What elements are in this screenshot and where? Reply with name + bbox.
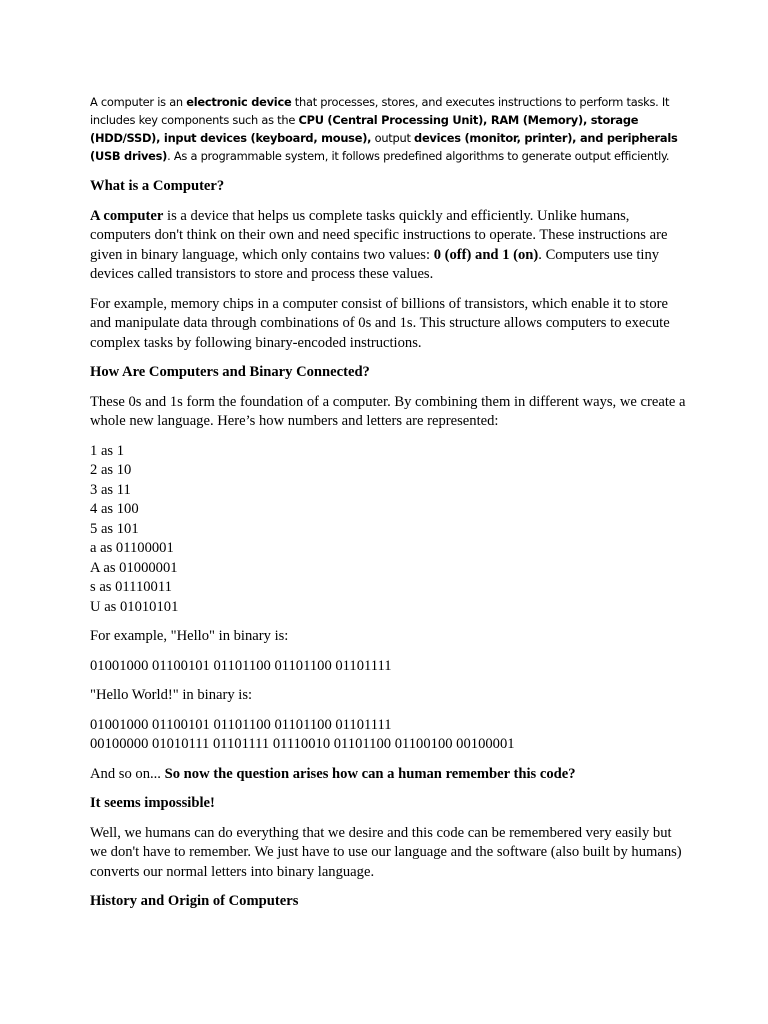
impossible-line	[90, 794, 690, 814]
list-item: A as 01000001	[90, 559, 178, 576]
intro-text-2: that processes, stores, and executes instructions to perform tasks. It includes key components such as the	[90, 95, 670, 127]
hello-world-binary-line-1: 01001000 01100101 01101100 01101100 01101111	[90, 716, 392, 733]
list-item: 1 as 1	[90, 442, 125, 459]
heading-what-is-computer	[90, 177, 690, 197]
paragraph-what-is-computer	[90, 207, 690, 285]
binary-list	[90, 442, 690, 618]
paragraph-memory-chips: For example, memory chips in a computer consist of billions of transistors, which enable it to store and manipulate data through combinations of 0s and 1s. This structure allows computers to execute complex tasks by following binary-encoded instructions.	[90, 295, 670, 351]
intro-bold-2: CPU (Central Processing Unit), RAM (Memory), storage (HDD/SSD), input devices (keyboard, mouse),	[90, 113, 639, 145]
list-item: U as 01010101	[90, 598, 179, 615]
heading-history-text: History and Origin of Computers	[90, 893, 299, 909]
document-body	[90, 93, 690, 912]
hello-intro: For example, "Hello" in binary is:	[90, 628, 289, 644]
and-so-on-text: And so on...	[90, 765, 165, 782]
what-bold-2: 0 (off) and 1 (on)	[433, 246, 539, 263]
heading-binary-text: How Are Computers and Binary Connected?	[90, 364, 370, 380]
hello-world-intro: "Hello World!" in binary is:	[90, 687, 253, 703]
list-item: s as 01110011	[90, 579, 172, 595]
list-item: a as 01100001	[90, 540, 174, 556]
intro-paragraph	[90, 93, 690, 165]
and-so-on-bold: So now the question arises how can a human remember this code?	[164, 765, 576, 782]
list-item: 3 as 11	[90, 481, 131, 498]
and-so-on-paragraph	[90, 765, 690, 785]
heading-what-text: What is a Computer?	[90, 178, 225, 194]
list-item: 5 as 101	[90, 520, 139, 537]
what-text-2: . Computers use tiny devices called transistors to store and process these values.	[90, 246, 660, 282]
what-text-1: is a device that helps us complete tasks quickly and efficiently. Unlike humans, computers don't think on their own and need specific instructions to operate. These instructions are given in binary language, which only contains two values:	[90, 207, 668, 263]
intro-text-1: A computer is an	[90, 95, 187, 109]
hello-world-binary-line-2: 00100000 01010111 01101111 01110010 01101100 01100100 00100001	[90, 736, 515, 752]
hello-world-binary	[90, 716, 690, 755]
paragraph-well-humans: Well, we humans can do everything that we desire and this code can be remembered very easily but we don't have to remember. We just have to use our language and the software (also built by humans) converts our normal letters into binary language.	[90, 824, 682, 880]
heading-computers-binary	[90, 363, 690, 383]
intro-text-4: . As a programmable system, it follows predefined algorithms to generate output efficiently.	[167, 149, 670, 163]
intro-bold-1: electronic device	[186, 95, 292, 109]
intro-text-3: output	[371, 131, 415, 145]
heading-history-origin	[90, 892, 690, 912]
list-item: 4 as 100	[90, 501, 139, 517]
hello-binary: 01001000 01100101 01101100 01101100 01101111	[90, 657, 392, 674]
impossible-text: It seems impossible!	[90, 795, 215, 811]
list-item: 2 as 10	[90, 462, 132, 478]
what-bold-1: A computer	[90, 207, 164, 224]
paragraph-binary-foundation: These 0s and 1s form the foundation of a computer. By combining them in different ways, we create a whole new language. Here’s how numbers and letters are represented:	[90, 393, 686, 429]
intro-bold-3: devices (monitor, printer), and peripherals (USB drives)	[90, 131, 678, 163]
